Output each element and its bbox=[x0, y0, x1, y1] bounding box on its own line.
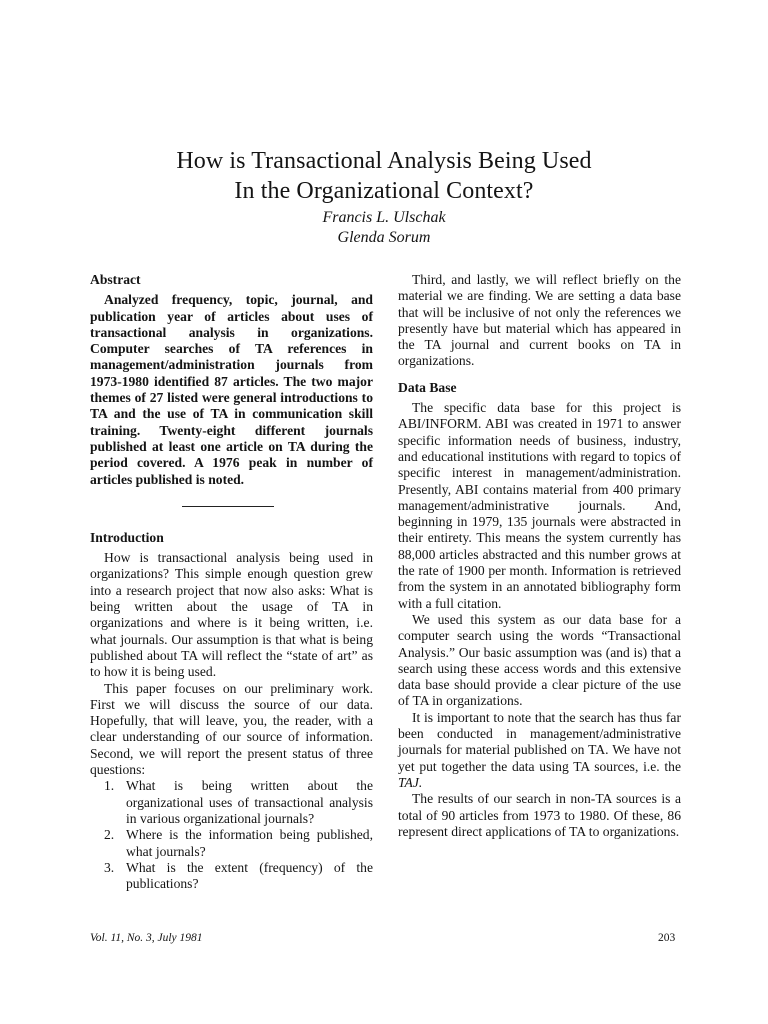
database-paragraph-3-text: It is important to note that the search has thus far been conducted in management/administrative journals for material published on TA. We have not yet put together the data using TA sources, i.e. the bbox=[398, 709, 681, 774]
question-item-3 bbox=[104, 859, 373, 893]
question-list bbox=[90, 778, 373, 892]
intro-paragraph-2: This paper focuses on our preliminary work. First we will discuss the source of our data. Hopefully, that will leave, you, the reader, with a clear understanding of our source of information. Second, we will report the present status of three questions: bbox=[90, 680, 373, 778]
intro-paragraph-1: How is transactional analysis being used in organizations? This simple enough question grew into a research project that now also asks: What is being written about the usage of TA in organizations and where is it being written, i.e. what journals. Our assumption is that what is being published about TA will reflect the “state of art” as to how it is being used. bbox=[90, 550, 373, 680]
database-paragraph-3 bbox=[398, 710, 681, 791]
abstract-heading: Abstract bbox=[90, 272, 141, 287]
author-2: Glenda Sorum bbox=[337, 229, 431, 246]
introduction-heading: Introduction bbox=[90, 529, 164, 545]
question-number: 2. bbox=[104, 827, 115, 843]
page-number: 203 bbox=[658, 932, 676, 944]
journal-footer: Vol. 11, No. 3, July 1981 bbox=[90, 932, 203, 944]
abstract-text: Analyzed frequency, topic, journal, and publication year of articles about uses of transactional analysis in organizations. Computer searches of TA references in management/administration journals from 1973-1980 identified 87 articles. The two major themes of 27 listed were general introductions to TA and the use of TA in communication skill training. Twenty-eight different journals published at least one article on TA during the period covered. A 1976 peak in number of articles published is noted. bbox=[90, 292, 373, 487]
database-heading: Data Base bbox=[398, 379, 457, 395]
left-column bbox=[90, 272, 373, 892]
right-column bbox=[398, 272, 681, 840]
article-title bbox=[60, 146, 708, 206]
third-paragraph: Third, and lastly, we will reflect briefly on the material we are finding. We are setting a data base that will be inclusive of not only the references we presently have but material which has appeared in the TA journal and current books on TA in organizations. bbox=[398, 272, 681, 369]
title-line-1: How is Transactional Analysis Being Used bbox=[176, 148, 592, 174]
question-item-2 bbox=[104, 827, 373, 860]
database-paragraph-1: The specific data base for this project is ABI/INFORM. ABI was created in 1971 to answer specific information needs of business, industry, and educational institutions with regard to topics of specific interest in management/administration. Presently, ABI contains material from 400 primary management/administrative journals. And, beginning in 1979, 135 journals were abstracted in their entirety. This means the system currently has 88,000 articles abstracted and this number grows at the rate of 1900 per month. Information is retrieved from the system in an annotated bibliography form with a full citation. bbox=[398, 400, 681, 611]
database-paragraph-2: We used this system as our data base for a computer search using the words “Transactional Analysis.” Our basic assumption was (and is) that a search using these access words and this extensive data base should provide a clear picture of the use of TA in organizations. bbox=[398, 611, 681, 709]
question-number: 3. bbox=[104, 859, 115, 875]
question-text: What is being written about the organizational uses of transactional analysis in various organizational journals? bbox=[126, 778, 373, 826]
author-1: Francis L. Ulschak bbox=[322, 209, 446, 226]
question-text: Where is the information being published, what journals? bbox=[126, 827, 373, 859]
question-number: 1. bbox=[104, 778, 115, 794]
section-divider bbox=[182, 506, 274, 507]
title-line-2: In the Organizational Context? bbox=[234, 178, 534, 204]
database-paragraph-4: The results of our search in non-TA sources is a total of 90 articles from 1973 to 1980. Of these, 86 represent direct applications of TA to organizations. bbox=[398, 791, 681, 839]
author-list bbox=[60, 208, 708, 248]
question-text: What is the extent (frequency) of the publications? bbox=[126, 859, 373, 892]
question-item-1 bbox=[104, 778, 373, 827]
taj-citation: TAJ. bbox=[398, 774, 423, 790]
